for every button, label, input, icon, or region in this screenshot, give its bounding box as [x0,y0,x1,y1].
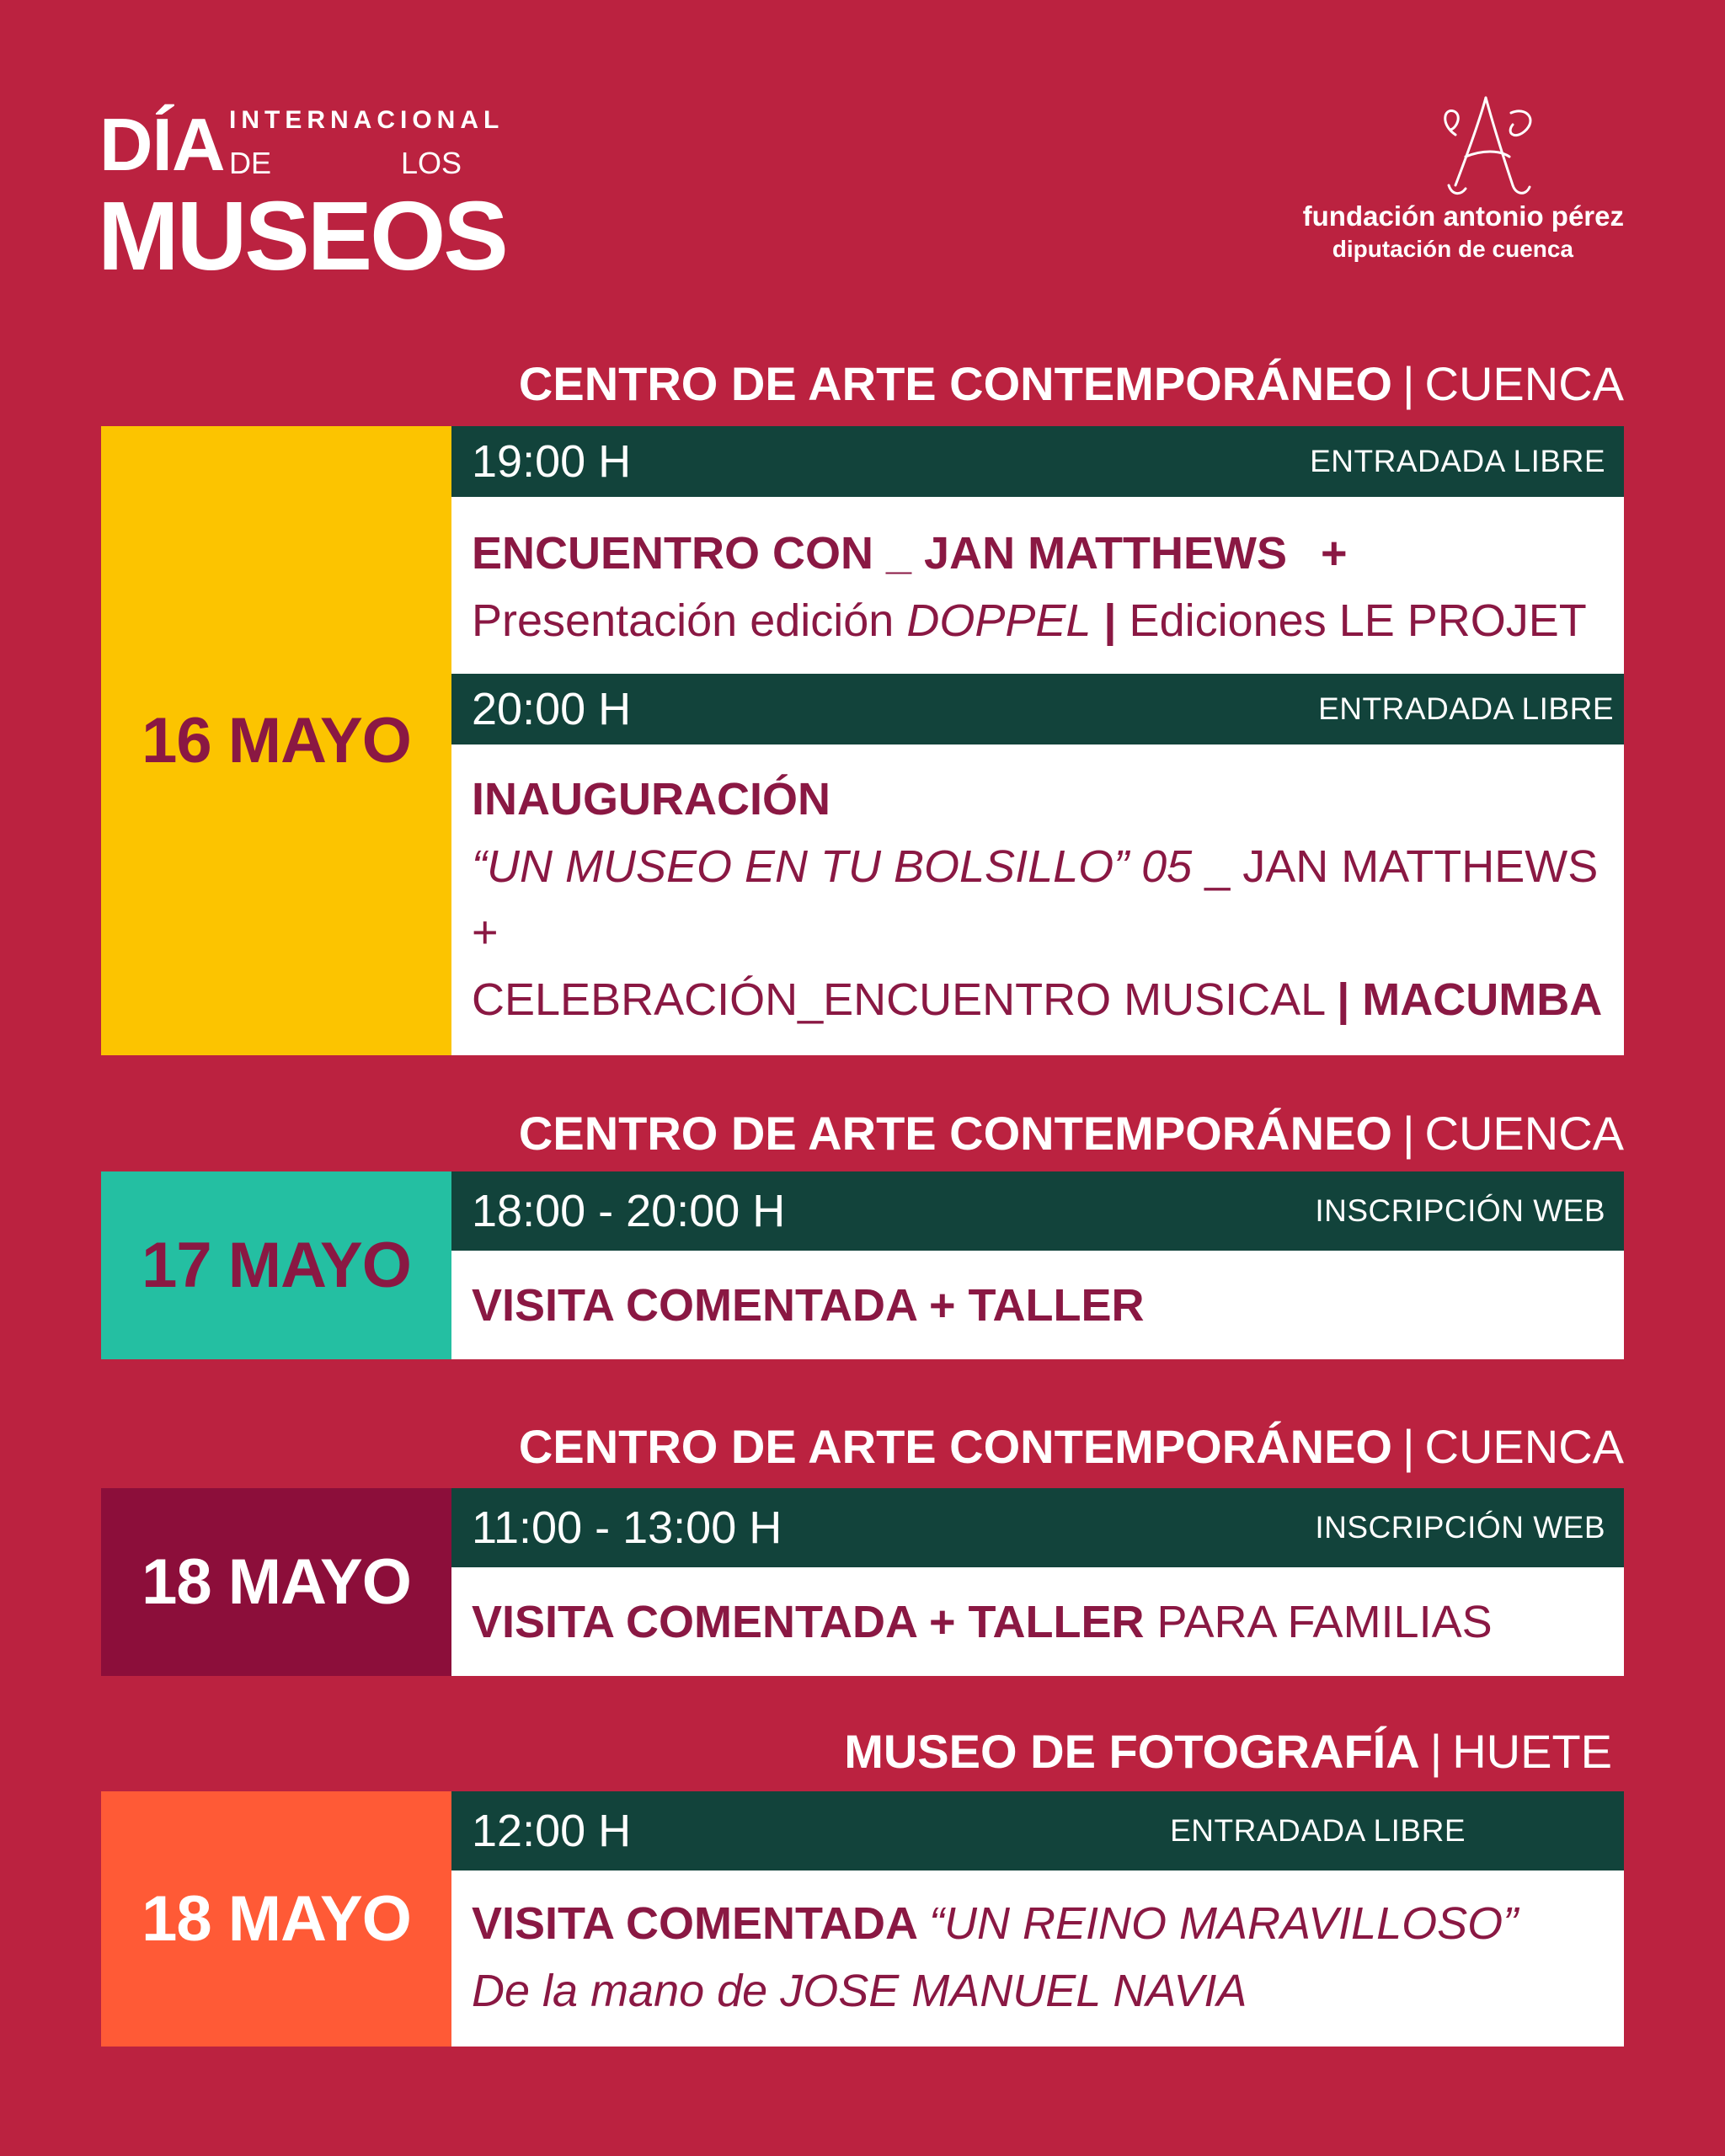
session-title: VISITA COMENTADA + TALLER [472,1280,1145,1331]
session-title-line [472,1599,1493,1645]
signature-monogram-icon [1432,91,1541,200]
venue-city: HUETE [1452,1725,1612,1778]
session-description [451,1567,1624,1676]
venue-heading [518,1420,1624,1473]
guide-line: De la mano de JOSE MANUEL NAVIA [472,1966,1247,2016]
venue-city: CUENCA [1424,357,1624,410]
venue-separator: | [1402,1107,1415,1160]
session-title: VISITA COMENTADA + TALLER [472,1597,1145,1647]
session-time: 12:00 H [472,1806,632,1856]
session-title: VISITA COMENTADA [472,1898,929,1949]
venue-name: CENTRO DE ARTE CONTEMPORÁNEO [518,1107,1392,1160]
publisher-text: Ediciones LE PROJET [1129,595,1587,646]
foundation-subtitle: diputación de cuenca [1332,236,1573,262]
logo-museos-text: MUSEOS [98,181,506,291]
celebration-line [472,974,1603,1025]
session-subtitle-line [472,595,1587,646]
event-date: 18 MAYO [142,1883,411,1955]
plus-sign: + [1321,528,1348,579]
session-description [451,1870,1624,2047]
venue-name: CENTRO DE ARTE CONTEMPORÁNEO [518,1420,1392,1473]
access-label: ENTRADADA LIBRE [1318,691,1614,726]
venue-heading [518,1107,1624,1160]
session-description [451,1251,1624,1359]
session-subtitle-line [472,841,1599,892]
session-title-line [472,528,1348,579]
date-cell [101,426,451,1055]
session-time: 18:00 - 20:00 H [472,1186,786,1236]
venue-separator: | [1429,1725,1443,1778]
venue-city: CUENCA [1424,1420,1624,1473]
date-cell [101,1171,451,1359]
event-block-18-mayo-huete [101,1791,1624,2047]
event-date: 18 MAYO [142,1546,411,1618]
event-block-17-mayo [101,1171,1624,1359]
session-time: 20:00 H [472,684,632,734]
access-label: ENTRADADA LIBRE [1170,1813,1466,1848]
session-time: 11:00 - 13:00 H [472,1502,782,1553]
venue-city: CUENCA [1424,1107,1624,1160]
session-title: INAUGURACIÓN [472,774,830,825]
event-sessions [451,1488,1624,1676]
access-label: INSCRIPCIÓN WEB [1315,1193,1605,1228]
exhibition-title: “UN MUSEO EN TU BOLSILLO” 05 [472,841,1193,892]
event-block-18-mayo-cuenca [101,1488,1624,1676]
logo-internacional-text: INTERNACIONAL [229,106,505,134]
logo-dia-text: DÍA [99,103,225,186]
session-description [451,497,1624,679]
event-sessions [451,1791,1624,2047]
venue-name: CENTRO DE ARTE CONTEMPORÁNEO [518,357,1392,410]
access-label: ENTRADADA LIBRE [1310,444,1605,478]
logo-los-text: LOS [401,146,462,180]
access-label: INSCRIPCIÓN WEB [1315,1510,1605,1545]
audience-text: PARA FAMILIAS [1144,1597,1493,1647]
event-date: 17 MAYO [142,1230,411,1301]
venue-separator: | [1402,1420,1415,1473]
separator: | [1091,595,1130,646]
edition-title: DOPPEL [906,595,1092,646]
celebration-text: CELEBRACIÓN_ENCUENTRO MUSICAL [472,974,1338,1025]
session-time: 19:00 H [472,436,632,487]
venue-heading [844,1725,1612,1778]
time-bar [451,674,1624,744]
session-description [451,744,1624,1055]
time-bar [451,1488,1624,1567]
session-title-line [472,1898,1519,1949]
logo-de-text: DE [229,146,272,180]
time-bar [451,1171,1624,1251]
exhibition-title: “UN REINO MARAVILLOSO” [928,1898,1519,1949]
event-block-16-mayo [101,426,1624,1055]
time-bar [451,1791,1624,1870]
event-sessions [451,426,1624,1055]
event-date: 16 MAYO [142,705,411,776]
artist-text: _ JAN MATTHEWS [1192,841,1599,892]
session-title: ENCUENTRO CON _ JAN MATTHEWS [472,528,1288,579]
date-cell [101,1488,451,1676]
date-cell [101,1791,451,2047]
venue-separator: | [1402,357,1415,410]
foundation-name: fundación antonio pérez [1302,200,1624,232]
subtitle-text: Presentación edición [472,595,907,646]
band-name: | MACUMBA [1337,974,1603,1025]
plus-sign: + [472,907,499,958]
venue-name: MUSEO DE FOTOGRAFÍA [844,1725,1420,1778]
venue-heading [518,357,1624,410]
time-bar [451,426,1624,497]
event-sessions [451,1171,1624,1359]
